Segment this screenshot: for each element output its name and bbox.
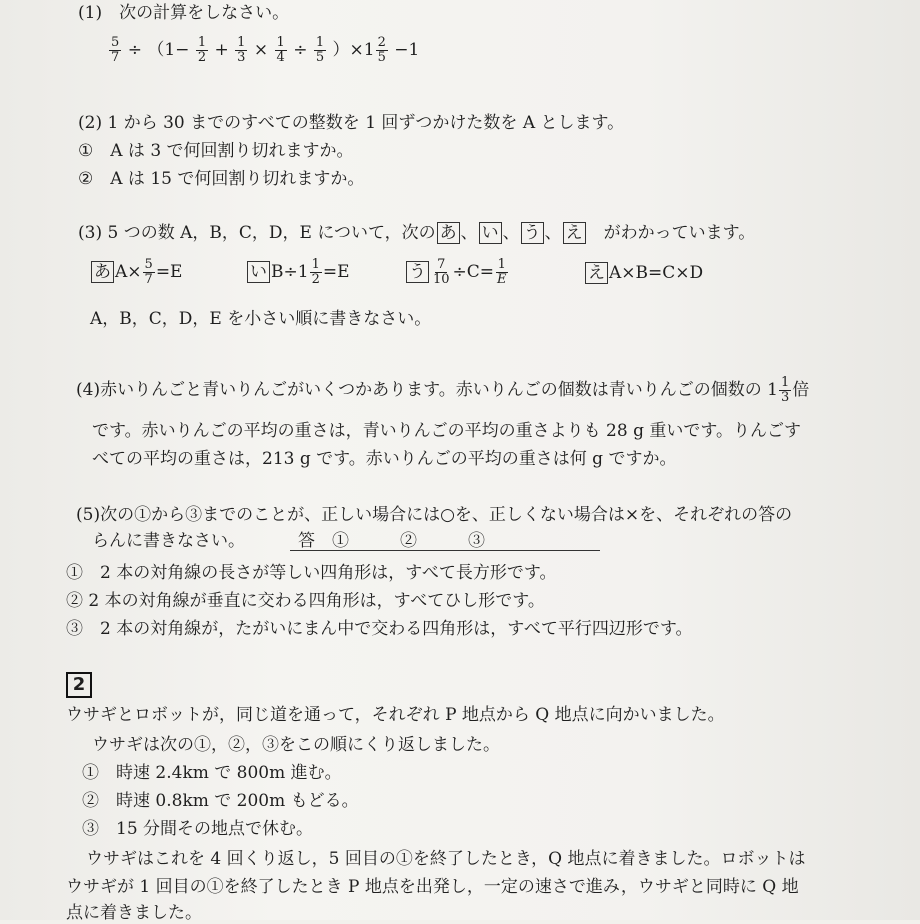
fraction: $\frac{5}{7}$ — [111, 35, 120, 65]
p3-lead — [78, 222, 755, 244]
fraction: $\frac{1}{E}$ — [497, 257, 507, 287]
operator: ÷ — [127, 40, 142, 60]
p3-lead-text: (3) 5 つの数 A，B，C，D，E について，次の — [78, 223, 436, 243]
separator: 、 — [460, 223, 478, 243]
label-box: い — [479, 222, 502, 244]
fraction: $\frac{2}{5}$ — [377, 35, 386, 65]
p5-statement-2: ② 2 本の対角線が垂直に交わる四角形は，すべてひし形です。 — [66, 591, 545, 611]
fraction: $\frac{1}{5}$ — [315, 35, 325, 65]
p3-condition-u: う $\frac{7}{10}$ ÷C= $\frac{1}{E}$ — [405, 256, 510, 288]
fraction: $\frac{1}{3}$ — [780, 375, 790, 405]
label-box: え — [585, 262, 608, 284]
label-box: う — [521, 222, 544, 244]
sec2-line7: ウサギが 1 回目の①を終了したとき P 地点を出発し，一定の速さで進み，ウサギと同時に Q 地 — [66, 877, 799, 897]
operator: −1 — [394, 40, 420, 60]
p5-answer-label: 答 ① ② ③ — [298, 531, 485, 551]
p3-question: A，B，C，D，E を小さい順に書きなさい。 — [90, 309, 432, 329]
sec2-line4: ② 時速 0.8km で 200m もどる。 — [82, 791, 359, 811]
label-box: う — [406, 261, 429, 283]
fraction: $\frac{1}{3}$ — [237, 35, 246, 65]
sec2-line5: ③ 15 分間その地点で休む。 — [82, 819, 314, 839]
sec2-line3: ① 時速 2.4km で 800m 進む。 — [82, 763, 342, 783]
operator: × — [253, 40, 269, 60]
p1-label: (1) — [78, 3, 103, 23]
p2-q2: ② A は 15 で何回割り切れますか。 — [78, 169, 365, 189]
sec2-line6: ウサギはこれを 4 回くり返し，5 回目の①を終了したとき，Q 地点に着きました。ロボットは — [86, 849, 806, 869]
label-box: あ — [91, 261, 114, 283]
operator: ）×1 — [332, 40, 375, 60]
separator: 、 — [502, 223, 520, 243]
p2-q1: ① A は 3 で何回割り切れますか。 — [78, 141, 354, 161]
p5-line1: (5)次の①から③までのことが、正しい場合には○を、正しくない場合は×を、それぞれの答の — [76, 505, 793, 525]
operator: ÷ — [293, 40, 308, 60]
operator: + — [214, 40, 229, 60]
fraction: $\frac{1}{2}$ — [311, 257, 320, 287]
label-box: え — [563, 222, 586, 244]
sec2-line8: 点に着きました。 — [66, 903, 202, 923]
p1-heading — [78, 2, 289, 24]
sec2-line2: ウサギは次の①，②，③をこの順にくり返しました。 — [92, 735, 500, 755]
p5-statement-3: ③ 2 本の対角線が，たがいにまん中で交わる四角形は，すべて平行四辺形です。 — [66, 619, 693, 639]
p3-condition-e: え A×B=C×D — [584, 262, 703, 284]
p4-line3: べての平均の重さは，213 g です。赤いりんごの平均の重さは何 g ですか。 — [92, 449, 677, 469]
p4-line1: (4)赤いりんごと青いりんごがいくつかあります。赤いりんごの個数は青いりんごの個数の 1 $\frac{1}{3}$ 倍 — [76, 375, 810, 405]
p5-line2: らんに書きなさい。 — [92, 531, 245, 551]
label-box: い — [247, 261, 270, 283]
p4-line2: です。赤いりんごの平均の重さは，青いりんごの平均の重さよりも 28 g 重いです。りんごす — [92, 421, 802, 441]
fraction: $\frac{7}{10}$ — [433, 257, 450, 287]
operator: （1− — [147, 40, 190, 60]
fraction: $\frac{1}{2}$ — [197, 35, 207, 65]
p3-tail: がわかっています。 — [603, 223, 756, 243]
fraction: $\frac{5}{7}$ — [144, 257, 153, 287]
fraction: $\frac{1}{4}$ — [276, 35, 285, 65]
p2-text: (2) 1 から 30 までのすべての整数を 1 回ずつかけた数を A とします。 — [78, 113, 625, 133]
section-2-number — [66, 672, 92, 698]
p5-statement-1: ① 2 本の対角線の長さが等しい四角形は，すべて長方形です。 — [66, 563, 557, 583]
separator: 、 — [544, 223, 562, 243]
p1-expression — [108, 34, 419, 66]
section-number-box: 2 — [66, 672, 92, 698]
p3-condition-i: い B÷1 $\frac{1}{2}$ =E — [246, 256, 350, 288]
sec2-line1: ウサギとロボットが，同じ道を通って，それぞれ P 地点から Q 地点に向かいました。 — [66, 705, 725, 725]
p3-condition-a: あ A× $\frac{5}{7}$ =E — [90, 256, 182, 288]
label-box: あ — [437, 222, 460, 244]
p1-instruction: 次の計算をしなさい。 — [119, 3, 290, 23]
answer-line — [290, 550, 600, 551]
